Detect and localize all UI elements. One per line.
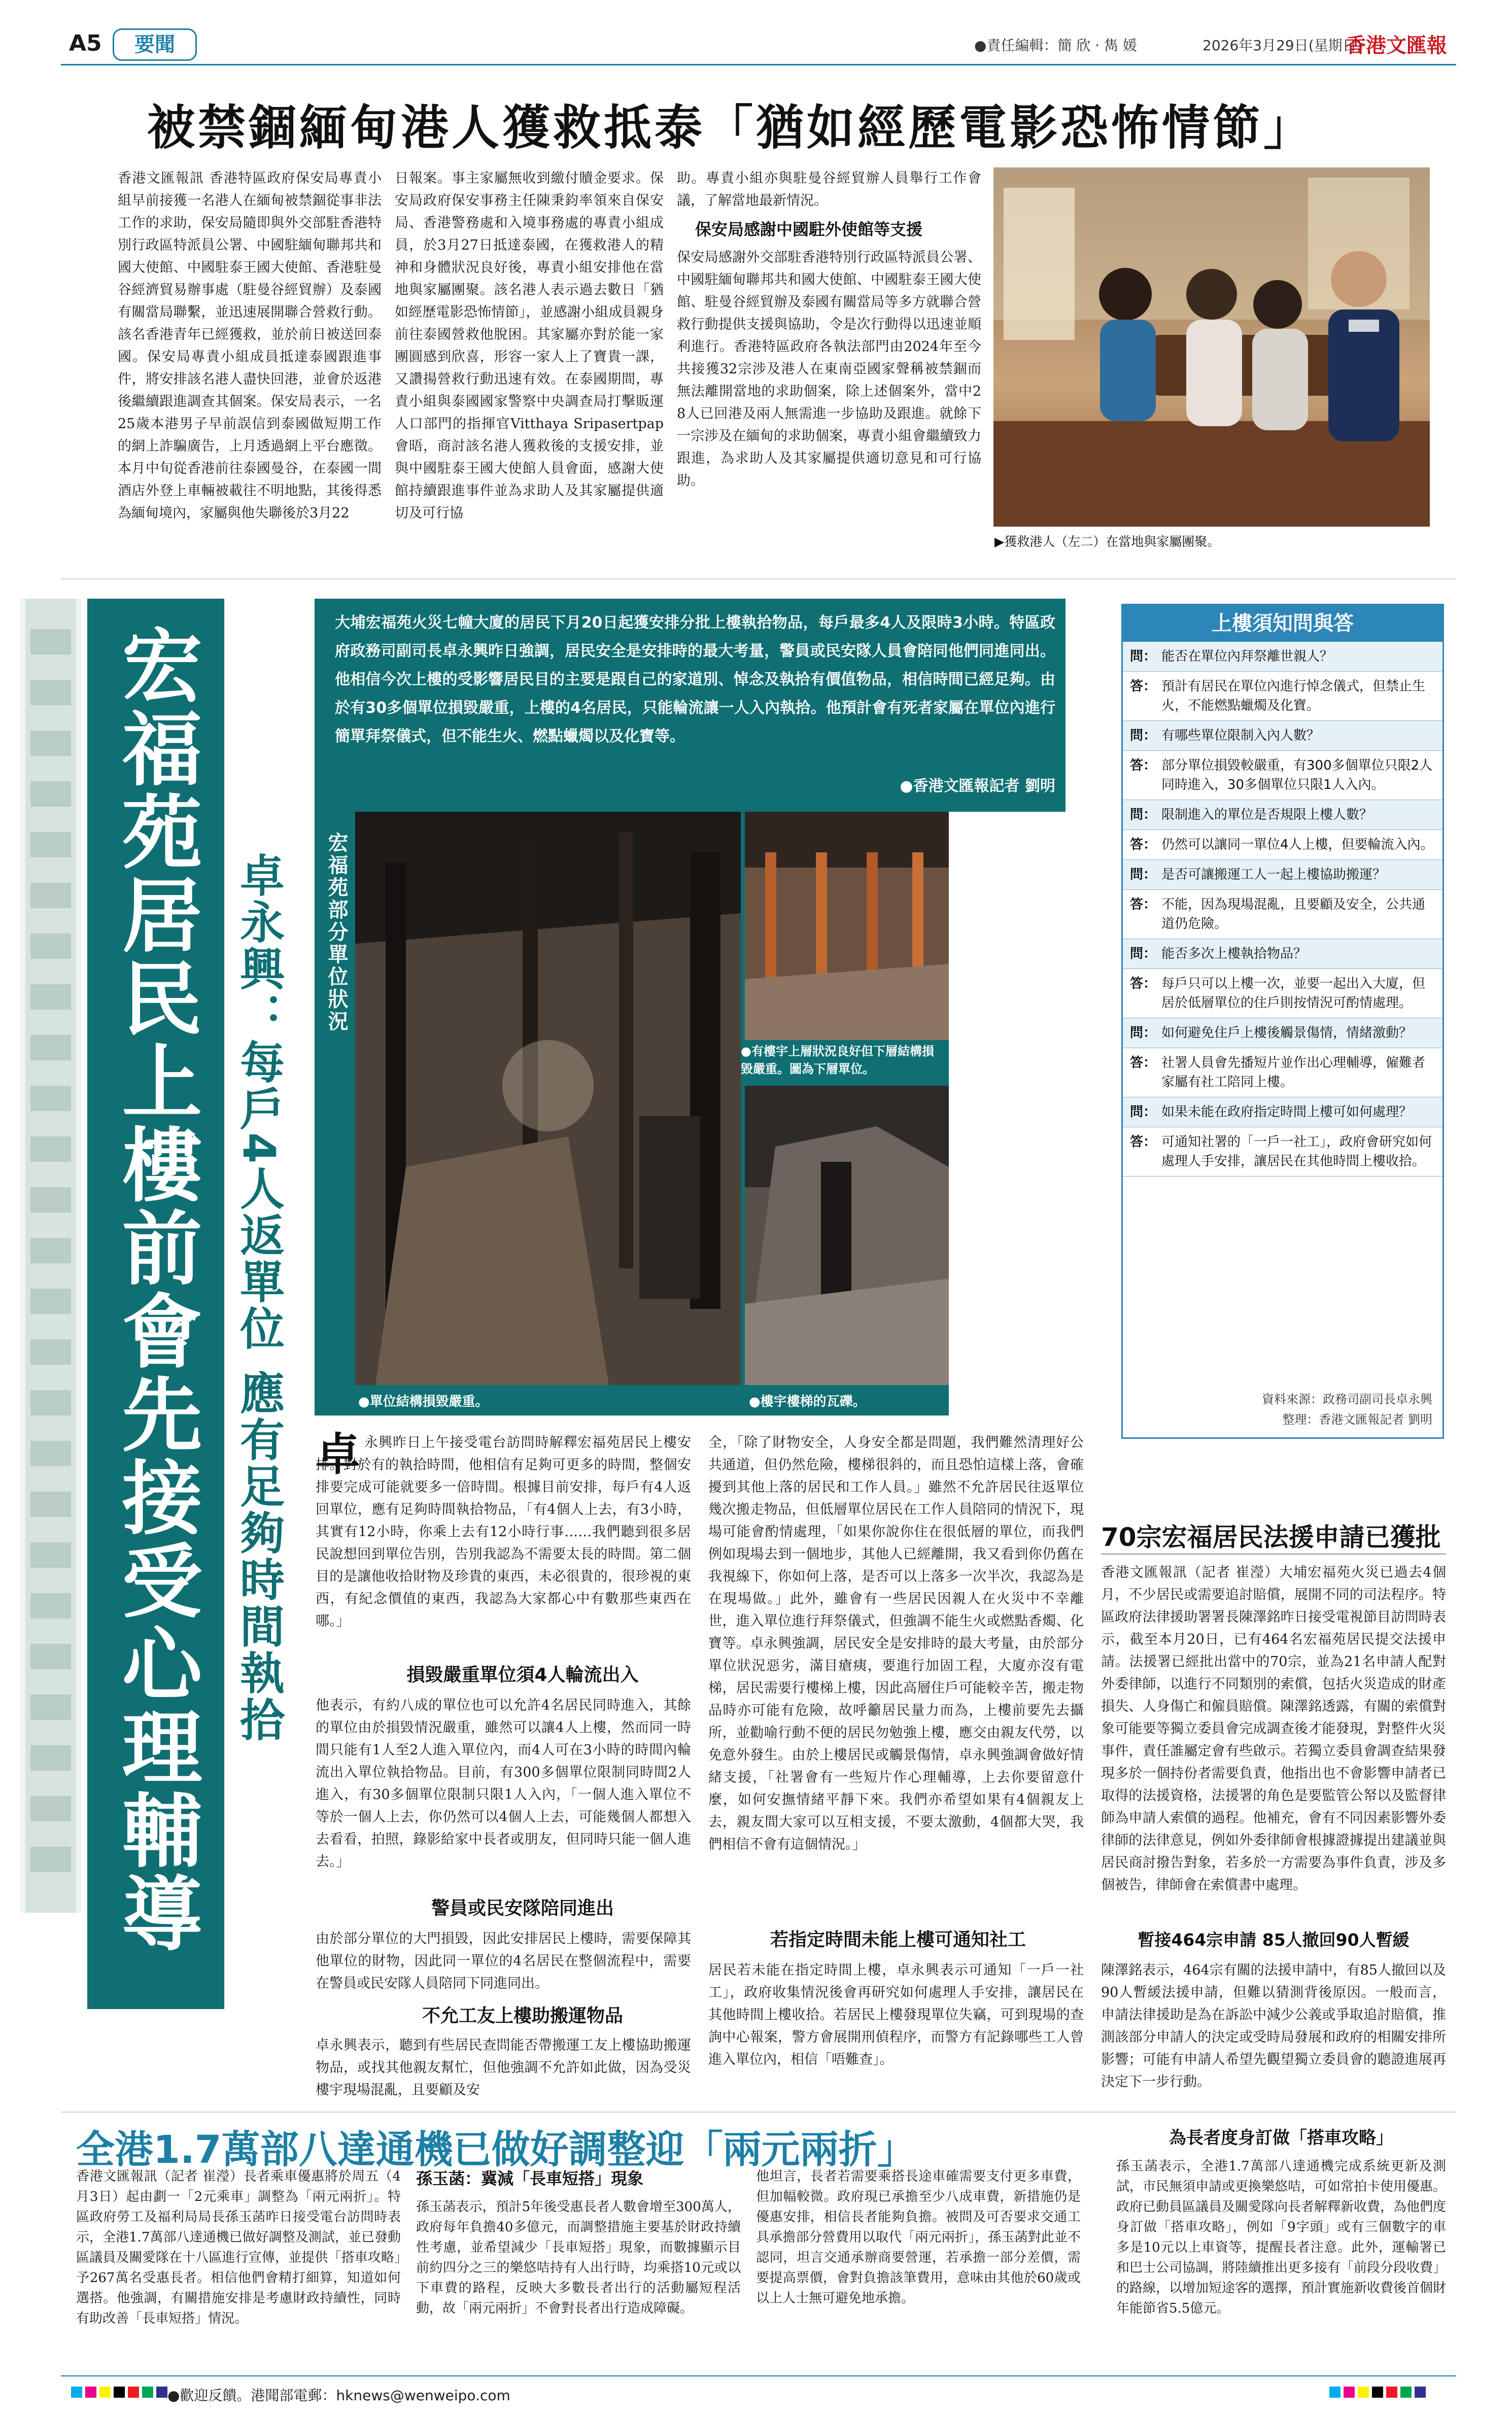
fire-photo-1-caption: ●單位結構損毀嚴重。: [358, 1394, 489, 1409]
qa-answer-text: 不能，因為現場混亂，且要顧及安全，公共通道仍危險。: [1161, 897, 1426, 931]
story2-byline: ●香港文匯報記者 劉明: [900, 777, 1055, 795]
qa-answer-tag: 答：: [1130, 837, 1157, 852]
story1-column-3a: 助。專責小組亦與駐曼谷經貿辦人員舉行工作會議，了解當地最新情況。: [677, 170, 981, 209]
qa-question: [1123, 800, 1442, 830]
story1-bottom-rule: [61, 578, 1456, 579]
qa-question-tag: 問：: [1130, 649, 1157, 664]
lower-floor-illustration: [745, 812, 949, 1040]
qa-source: 資料來源：政務司副司長卓永興: [1262, 1392, 1432, 1406]
qa-answer-text: 社署人員會先播短片並作出心理輔導，僱難者家屬有社工陪同上樓。: [1161, 1055, 1426, 1090]
qa-question: [1123, 721, 1442, 751]
story4-column-2: 孫玉菡表示，預計5年後受惠長者人數會增至300萬人，政府每年負擔40多億元，而調整措施主要基於財政持續性考慮，並希望減少「長車短搭」現象，而數據顯示目前約四分之三的樂悠咭持有人出行時，均乘搭10元或以下車費的路程，反映大多數長者出行的活動屬短程活動，故「兩元兩折」不會對長者出行造成障礙。: [416, 2199, 741, 2316]
story3-body-1: 香港文匯報訊（記者 崔瀅）大埔宏福苑火災已過去4個月，不少居民或需要追討賠償，展開不同的司法程序。特區政府法律援助署署長陳澤銘昨日接受電視節目訪問時表示，截至本月20日，已有464名宏福苑居民提交法援申請。法援署已經批出當中的70宗，並為21名申請人配對外委律師，以進行不同類別的索償，包括火災造成的財產損失、人身傷亡和僱員賠償。陳澤銘透露，有關的索償對象可能要等獨立委員會完成調查後才能發現，對整件火災事件，責任誰屬定會有些啟示。若獨立委員會調查結果發現多於一個持份者需要負責，他指出也不會影響申請者已取得的法援資格，法援署的角色是要監管公帑以及監督律師為申請人索償的過程。他補充，會有不同因素影響外委律師的法律意見，例如外委律師會根據證據提出建議並與居民商討撥告對象，若多於一方需要為事件負責，涉及多個被告，律師會在索償書中處理。: [1101, 1565, 1446, 1893]
story2-subhead-1: 損毀嚴重單位須4人輪流出入: [406, 1665, 639, 1685]
story2-dropcap: 卓: [316, 1428, 361, 1480]
fire-photo-label: 宏福苑部分單位狀況: [325, 832, 348, 1033]
qa-answer: [1123, 751, 1442, 800]
qa-title: 上樓須知問與答: [1123, 605, 1442, 642]
qa-question-tag: 問：: [1130, 867, 1157, 882]
qa-answer-tag: 答：: [1130, 758, 1157, 773]
footer-rule: [61, 2375, 1456, 2376]
qa-answer: [1123, 1048, 1442, 1097]
footer-contact: ●歡迎反饋。港聞部電郵：hknews@wenweipo.com: [167, 2387, 510, 2404]
qa-question-text: 如何避免住戶上樓後觸景傷情，情緒激動？: [1161, 1025, 1413, 1041]
qa-answer-text: 部分單位損毀較嚴重，有300多個單位只限2人同時進入，30多個單位只限1人入內。: [1161, 758, 1433, 792]
story1-subhead: 保安局感謝中國駐外使館等支援: [695, 220, 923, 239]
story2-lead: 大埔宏福苑火災七幢大廈的居民下月20日起獲安排分批上樓執拾物品，每戶最多4人及限時3小時。特區政府政務司副司長卓永興昨日強調，居民安全是安排時的最大考量，警員或民安隊人員會陪同他們同進同出。他相信今次上樓的受影響居民目的主要是跟自己的家道別、悼念及執拾有價值物品，相信時間已經足夠。由於有30多個單位損毀嚴重，上樓的4名居民，只能輪流讓一人入內執拾。他預計會有死者家屬在單位內進行簡單拜祭儀式，但不能生火、燃點蠟燭以及化寶等。: [335, 614, 1055, 745]
qa-question: [1123, 1097, 1442, 1127]
story3-headline: 70宗宏福居民法援申請已獲批: [1101, 1523, 1441, 1552]
qa-question: [1123, 860, 1442, 890]
rescue-photo-caption: ▶獲救港人（左二）在當地與家屬團聚。: [994, 534, 1220, 549]
qa-answer-text: 預計有居民在單位內進行悼念儀式，但禁止生火，不能燃點蠟燭及化寶。: [1161, 679, 1426, 713]
story2-vertical-subtitle: 卓永興：每戶4人返單位 應有足夠時間執拾: [233, 852, 285, 1743]
qa-list: [1123, 642, 1442, 1177]
qa-answer: [1123, 1127, 1442, 1177]
qa-answer-tag: 答：: [1130, 679, 1157, 694]
story4-headline: 全港1.7萬部八達通機已做好調整迎「兩元兩折」: [76, 2127, 916, 2172]
story2-vertical-title: 宏福苑居民上樓前會先接受心理輔導: [109, 624, 202, 1955]
fire-photo-3: [745, 1086, 949, 1385]
registration-swatch: [156, 2387, 167, 2398]
qa-answer: [1123, 672, 1442, 721]
story2-subhead-4: 若指定時間未能上樓可通知社工: [770, 1929, 1026, 1950]
burned-unit-illustration: [355, 812, 741, 1385]
qa-question-tag: 問：: [1130, 1025, 1157, 1041]
qa-question-text: 能否多次上樓執拾物品？: [1161, 946, 1307, 961]
story2-column-1a: 永興昨日上午接受電台訪問時解釋宏福苑居民上樓安排。對於有的執拾時間，他相信有足夠可更多的時間，整個安排要完成可能就要多一倍時間。根據目前安排，每戶有4人返回單位，應有足夠時間執拾物品，「有4個人上去，有3小時，其實有12小時，你乘上去有12小時行事……我們聽到很多居民說想回到單位告別，告別我認為不需要太長的時間。第二個目的是讓他收拾財物及珍貴的東西，未必很貴的，很珍視的東西，有紀念價值的東西，我認為大家都心中有數那些東西在哪。」: [316, 1435, 691, 1629]
issue-date: 2026年3月29日(星期日): [1202, 37, 1362, 54]
fire-photo-1: [355, 812, 741, 1385]
story2-column-2a: 全，「除了財物安全，人身安全都是問題，我們難然清理好公共通道，但仍然危險，樓梯很斜的，而且恐怕這樣上落，會確擾到其他上落的居民和工作人員。」雖然不允許居民往返單位幾次搬走物品，但低層單位居民在工作人員陪同的情況下，現場可能會酌情處理，「如果你說你住在很低層的單位，而我們例如現場去到一個地步，其他人已經離開，我又看到你仍舊在我視線下，你如何上落，是否可以上落多一次半次，我認為是在現場做。」此外，雖會有一些居民因親人在火災中不幸離世，進入單位進行拜祭儀式，但強調不能生火或燃點香燭、化寶等。卓永興強調，居民安全是安排時的最大考量，由於部分單位狀況惡劣，滿目瘡痍，要進行加固工程，大廈亦沒有電梯，居民需要行樓梯上樓，因此高層住戶可能較辛苦，搬走物品時亦可能有危險，故呼籲居民量力而為，上樓前要先去攝所，並勸喻行動不便的居民勿勉強上樓，應交由親友代勞，以免意外發生。由於上樓居民或觸景傷情，卓永興強調會做好情緒支援，「社署會有一些短片作心理輔導，上去你要留意什麼，如何安撫情緒平靜下來。我們亦希望如果有4個親友上去，親友間大家可以互相支援，不要太激動，4個都大哭，我們相信不會有這個情況。」: [708, 1435, 1084, 1852]
story1-headline: 被禁錮緬甸港人獲救抵泰「猶如經歷電影恐怖情節」: [147, 100, 1315, 156]
registration-swatch: [99, 2387, 111, 2398]
story4-column-3: 他坦言，長者若需要乘搭長途車確需要支付更多車費，但加幅較微。政府現已承擔至少八成車費，新措施仍是優惠安排，相信長者能夠負擔。被問及可否要求交通工具承擔部分營費用以取代「兩元兩折」，孫玉菡對此並不認同，坦言交通承辦商要營運，若承擔一部分差價，需要提高票價，會對負擔該筆費用，意味由其他於60歲或以上人士無可避免地承擔。: [756, 2169, 1081, 2306]
building-facade: [20, 599, 81, 1913]
registration-swatch: [1372, 2387, 1383, 2398]
registration-marks-left: [71, 2387, 170, 2402]
story2-column-1b: 他表示，有約八成的單位也可以允許4名居民同時進入，其餘的單位由於損毀情況嚴重，雖然可以讓4人上樓，然而同一時間只能有1人至2人進入單位內，而4人可在3小時的時間內輪流出入單位執拾物品。目前，有300多個單位限制同時間2人進入，有30多個單位限制只限1人入內，「一個人進入單位不等於一個人上去，你仍然可以4個人上去，可能幾個人都想入去看看，拍照，錄影給家中長者或朋友，但同時只能一個人進去。」: [316, 1698, 691, 1870]
story3-rule: [1101, 1553, 1446, 1555]
fire-photo-2-caption: ●有樓宇上層狀況良好但下層結構損毀嚴重。圖為下層單位。: [741, 1044, 934, 1076]
registration-marks-right: [1329, 2387, 1429, 2402]
story2-subhead-2: 警員或民安隊陪同進出: [431, 1898, 614, 1919]
qa-question-text: 是否可讓搬運工人一起上樓協助搬運？: [1161, 867, 1386, 882]
qa-question: [1123, 642, 1442, 672]
story4-subhead-2: 為長者度身訂做「搭車攻略」: [1169, 2128, 1393, 2148]
rescue-photo: [993, 167, 1430, 527]
registration-swatch: [128, 2387, 139, 2398]
stairwell-illustration: [745, 1086, 949, 1385]
qa-answer-tag: 答：: [1130, 1055, 1157, 1071]
qa-question-tag: 問：: [1130, 1104, 1157, 1120]
registration-swatch: [1344, 2387, 1355, 2398]
story3-body-2: 陳澤銘表示，464宗有關的法援申請中，有85人撤回以及90人暫緩法援申請，但難以猜測背後原因。一般而言，申請法律援助是為在訴訟中減少公義或爭取追討賠償，推測該部分申請人的決定或受時局發展和政府的相關安排所影響；可能有申請人希望先觀望獨立委員會的聽證進展再決定下一步行動。: [1101, 1962, 1446, 2090]
header-rule: [61, 64, 1456, 65]
registration-swatch: [1386, 2387, 1397, 2398]
qa-answer-tag: 答：: [1130, 897, 1157, 912]
qa-question: [1123, 1018, 1442, 1048]
building-illustration: [20, 599, 81, 1913]
qa-answer-tag: 答：: [1130, 976, 1157, 991]
rescue-photo-illustration: [993, 167, 1430, 527]
qa-answer-tag: 答：: [1130, 1134, 1157, 1150]
story2-subhead-3: 不允工友上樓助搬運物品: [422, 2006, 623, 2026]
section-label: 要聞: [113, 28, 197, 61]
qa-question-text: 有哪些單位限制入內人數？: [1161, 728, 1320, 743]
qa-answer: [1123, 969, 1442, 1018]
editor-line: ●責任編輯：簡 欣 · 雋 媛: [974, 37, 1137, 54]
qa-question-text: 限制進入的單位是否規限上樓人數？: [1161, 807, 1373, 822]
story1-column-2: 日報案。事主家屬無收到繳付贖金要求。保安局政府保安事務主任陳秉鈞率領來自保安局、香港警務處和入境事務處的專責小組成員，於3月27日抵達泰國，在獲救港人的精神和身體狀況良好後，專責小組安排他在當地與家屬團聚。該名港人表示過去數日「猶如經歷電影恐怖情節」，並感謝小組成員親身前往泰國營救他脫困。其家屬亦對於能一家團圓感到欣喜，形容一家人上了寶貴一課，又讚揚營救行動迅速有效。在泰國期間，專責小組與泰國國家警察中央調查局打擊販運人口部門的指揮官Vitthaya Sripasertpap會晤，商討該名港人獲救後的支援安排，並與中國駐泰王國大使館人員會面，感謝大使館持續跟進事件並為求助人及其家屬提供適切及可行協: [395, 170, 664, 521]
qa-answer-text: 每戶只可以上樓一次，並要一起出入大廈，但居於低層單位的住戶則按情況可酌情處理。: [1161, 976, 1426, 1011]
qa-answer-text: 仍然可以讓同一單位4人上樓，但要輪流入內。: [1161, 837, 1434, 852]
qa-question-tag: 問：: [1130, 946, 1157, 961]
registration-swatch: [85, 2387, 96, 2398]
qa-question-text: 能否在單位內拜祭離世親人？: [1161, 649, 1333, 664]
registration-swatch: [114, 2387, 125, 2398]
story4-column-1: 香港文匯報訊（記者 崔瀅）長者乘車優惠將於周五（4月3日）起由劃一「2元乘車」調整為「兩元兩折」。特區政府勞工及福利局局長孫玉菡昨日接受電台訪問時表示，全港1.7萬部八達通機已做好調整及測試，並已發動區議員及關愛隊在十八區進行宣傳，並提供「搭車攻略」予267萬名受惠長者。相信他們會精打細算，知道如何選搭。他強調，有關措施安排是考慮財政持續性，同時有助改善「長車短搭」情況。: [76, 2169, 401, 2326]
fire-photo-3-caption: ●樓宇樓梯的瓦礫。: [749, 1394, 866, 1409]
fire-photo-2: [745, 812, 949, 1040]
story1-column-3b: 保安局感謝外交部駐香港特別行政區特派員公署、中國駐緬甸聯邦共和國大使館、中國駐泰王國大使館、駐曼谷經貿辦及泰國有關當局等多方就聯合營救行動提供支援與協助，令是次行動得以迅速並順利進行。香港特區政府各執法部門由2024年至今共接獲32宗涉及港人在東南亞國家聲稱被禁錮而無法離開當地的求助個案，除上述個案外，當中28人已回港及兩人無需進一步協助及跟進。就餘下一宗涉及在緬甸的求助個案，專責小組會繼續致力跟進，為求助人及其家屬提供適切意見和可行協助。: [677, 250, 981, 489]
qa-question-text: 如果未能在政府指定時間上樓可如何處理？: [1161, 1104, 1413, 1120]
masthead-logo: 香港文匯報: [1346, 34, 1447, 57]
registration-swatch: [1358, 2387, 1369, 2398]
qa-answer: [1123, 830, 1442, 860]
story2-column-2b: 居民若未能在指定時間上樓，卓永興表示可通知「一戶一社工」，政府收集情況後會再研究如何處理人手安排，讓居民在其他時間上樓收拾。若居民上樓發現單位失竊，可到現場的查詢中心報案，警方會展開刑偵程序，而警方有記錄哪些工人曾進入單位內，相信「唔難查」。: [708, 1962, 1084, 2067]
qa-question-tag: 問：: [1130, 807, 1157, 822]
story2-column-1d: 卓永興表示，聽到有些居民查問能否帶搬運工友上樓協助搬運物品，或找其他親友幫忙，但他強調不允許如此做，因為受災樓宇現場混亂，且要顧及安: [316, 2038, 691, 2098]
story4-column-4: 孫玉菡表示，全港1.7萬部八達通機完成系統更新及測試，市民無須申請或更換樂悠咭，可如常拍卡使用優惠。政府已動員區議員及關愛隊向長者解釋新收費，為他們度身訂做「搭車攻略」，例如「9字頭」或有三個數字的車多是10元以上車資等，提醒長者注意。此外，運輸署已和巴士公司協調，將陸續推出更多接有「前段分段收費」的路線，以增加短途客的選擇，預計實施新收費後首個財年能節省5.5億元。: [1116, 2159, 1446, 2316]
registration-swatch: [142, 2387, 153, 2398]
story1-column-1: 香港文匯報訊 香港特區政府保安局專責小組早前接獲一名港人在緬甸被禁錮從事非法工作的求助，保安局隨即與外交部駐香港特別行政區特派員公署、中國駐緬甸聯邦共和國大使館、中國駐泰王國大使館、香港駐曼谷經濟貿易辦事處（駐曼谷經貿辦）及泰國有關當局聯繫，並迅速展開聯合營救行動。該名香港青年已經獲救，並於前日被送回泰國。保安局專責小組成員抵達泰國跟進事件，將安排該名港人盡快回港，並會於返港後繼續跟進調查其個案。保安局表示，一名25歲本港男子早前誤信到泰國做短期工作的網上詐騙廣告，上月透過網上平台應徵。本月中旬從香港前往泰國曼谷，在泰國一間酒店外登上車輛被載往不明地點，其後得悉為緬甸境內，家屬與他失聯後於3月22: [118, 170, 382, 521]
story4-subhead: 孫玉菡：冀減「長車短搭」現象: [416, 2169, 644, 2188]
qa-answer-text: 可通知社署的「一戶一社工」，政府會研究如何處理人手安排，讓居民在其他時間上樓收拾。: [1161, 1134, 1432, 1169]
registration-swatch: [1415, 2387, 1426, 2398]
registration-swatch: [1329, 2387, 1341, 2398]
registration-swatch: [71, 2387, 82, 2398]
qa-answer: [1123, 890, 1442, 939]
story3-subhead: 暫接464宗申請 85人撤回90人暫緩: [1138, 1930, 1410, 1950]
story2-column-1c: 由於部分單位的大門損毀，因此安排居民上樓時，需要保障其他單位的財物，因此同一單位的4名居民在整個流程中，需要在警員或民安隊人員陪同下同進同出。: [316, 1931, 691, 1991]
qa-question: [1123, 939, 1442, 969]
qa-box: [1121, 604, 1444, 1439]
story4-rule: [61, 2112, 1456, 2113]
qa-compiler: 整理：香港文匯報記者 劉明: [1282, 1412, 1432, 1427]
page-number: A5: [69, 30, 102, 56]
qa-question-tag: 問：: [1130, 728, 1157, 743]
registration-swatch: [1400, 2387, 1412, 2398]
